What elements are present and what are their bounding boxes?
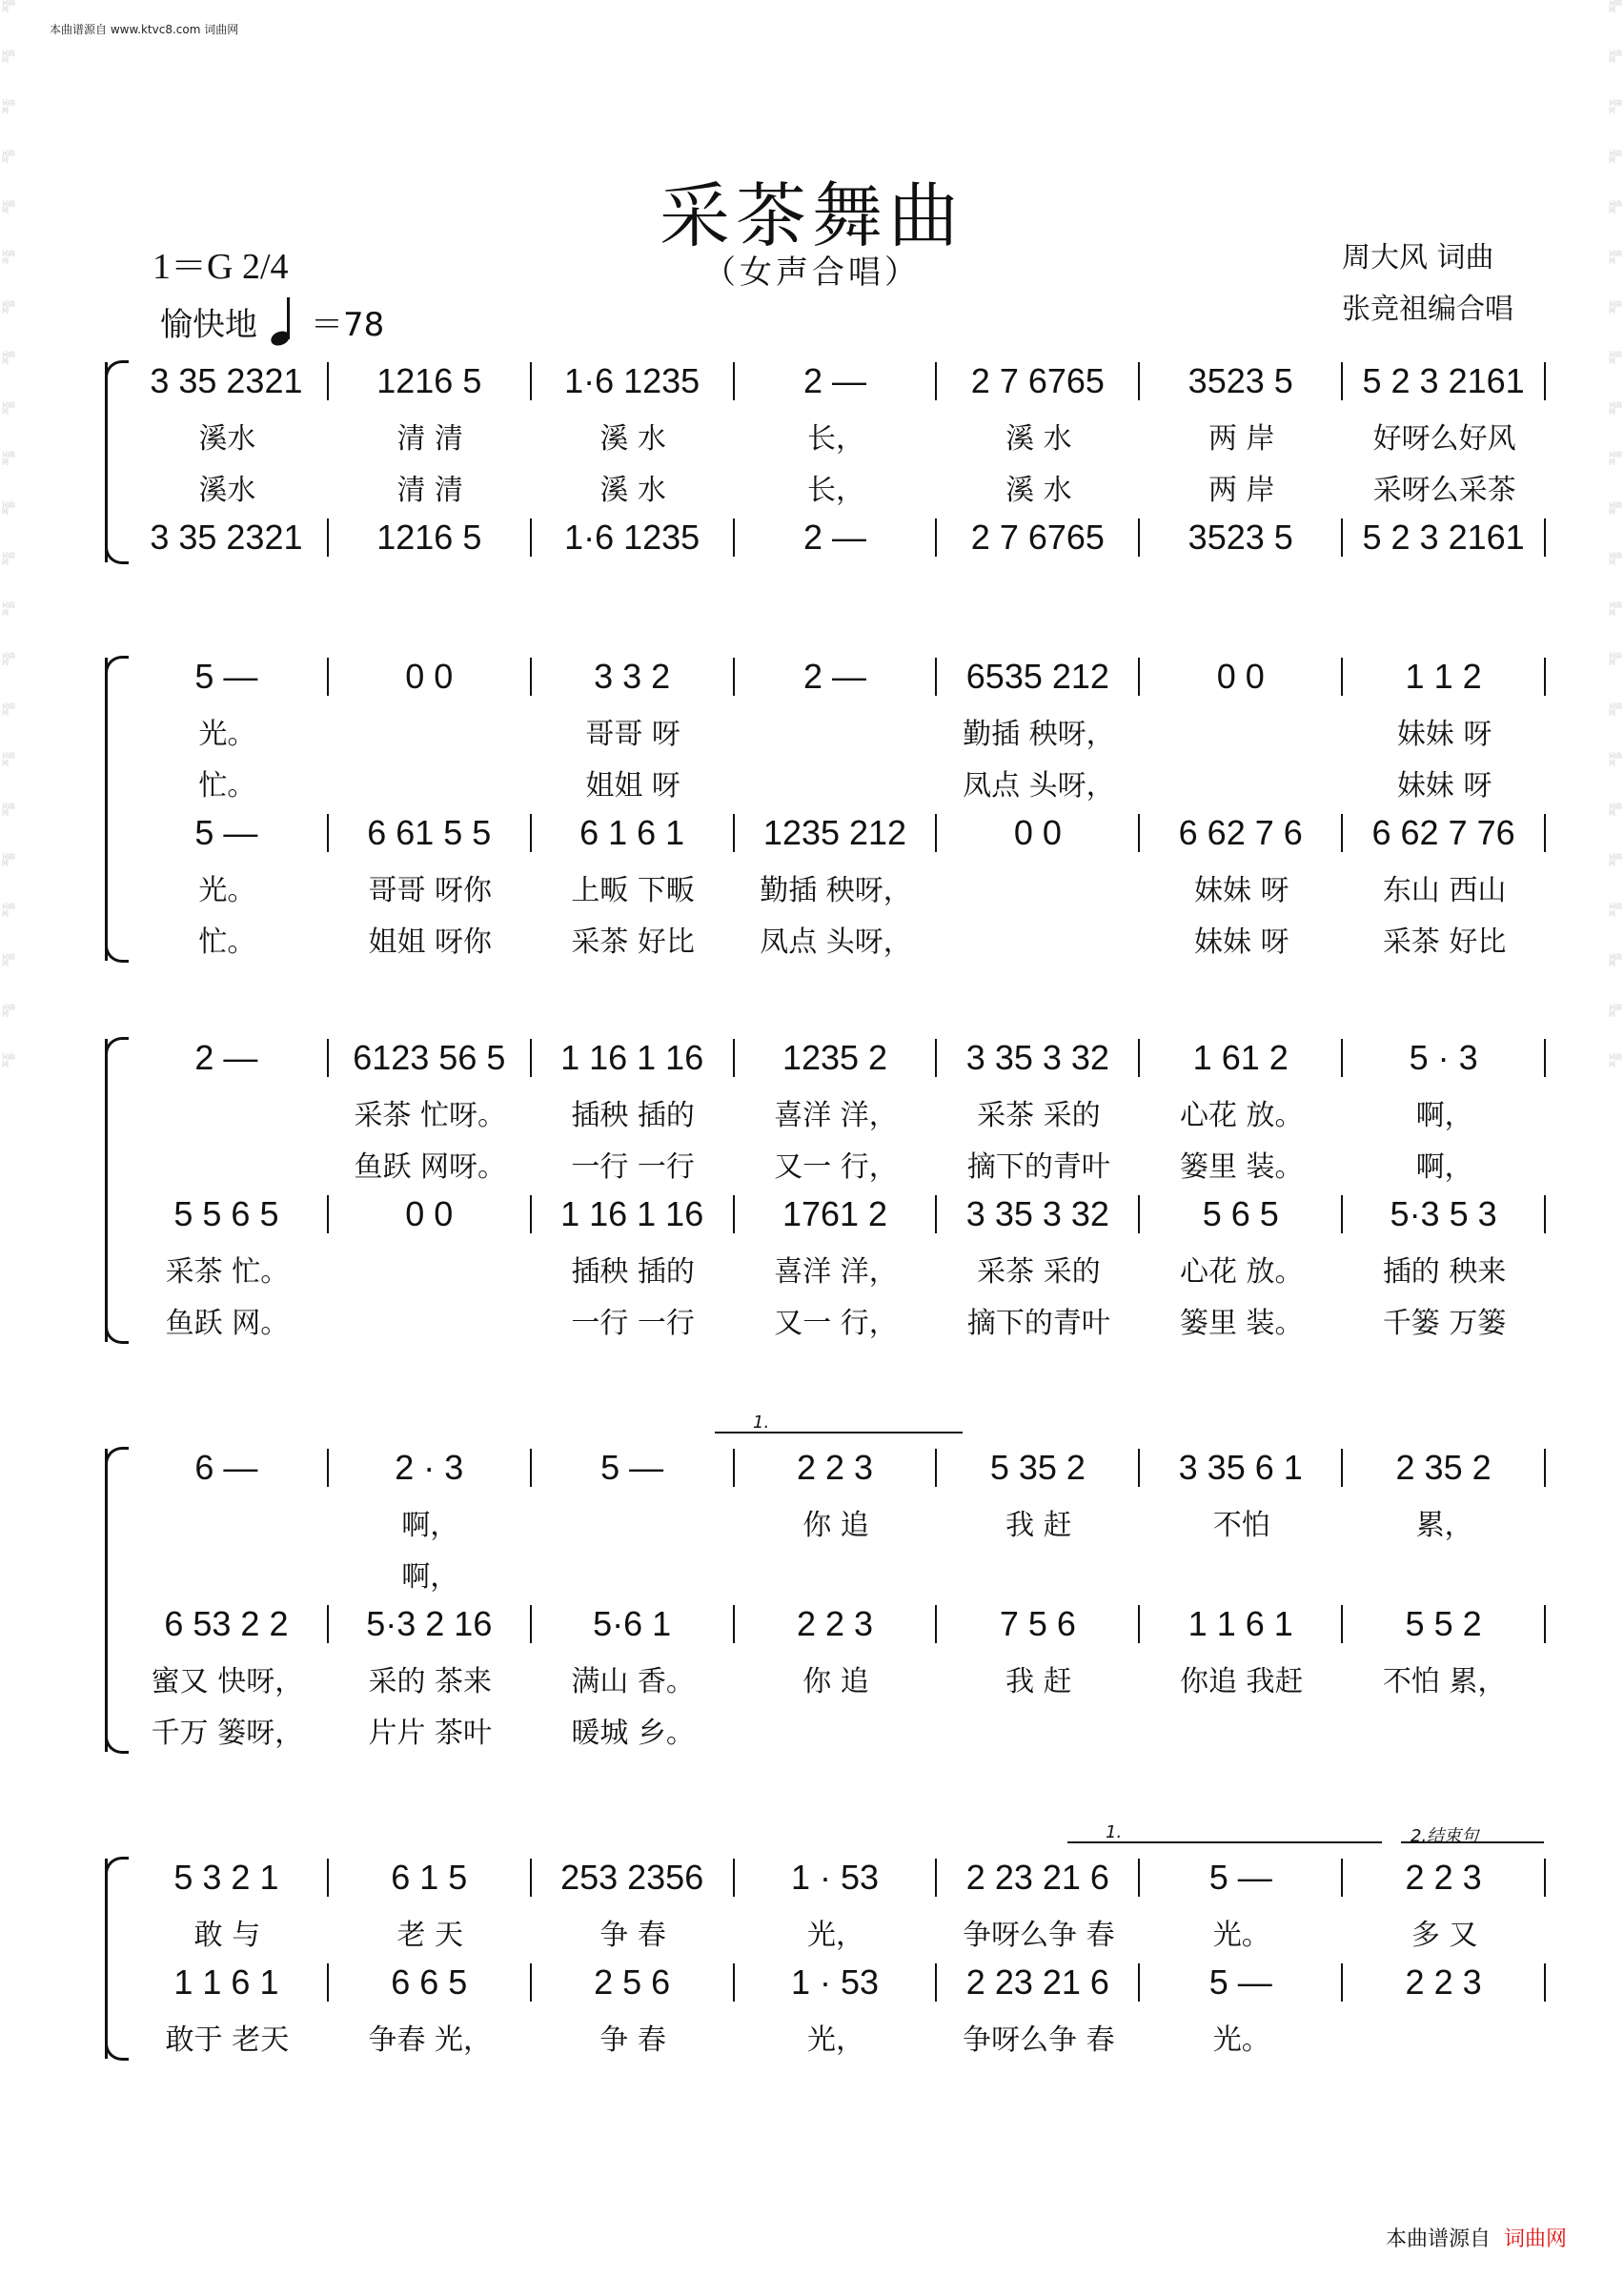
watermark-glyph: 词曲网: [1609, 250, 1622, 265]
measure: 2 —: [735, 518, 938, 557]
watermark-glyph: 词曲网: [1609, 903, 1622, 918]
lyric-row: [126, 1554, 1546, 1594]
watermark-glyph: 词曲网: [2, 199, 15, 215]
lyric-measure: [1140, 1554, 1343, 1594]
volta-bracket-1: [715, 1413, 963, 1454]
lyric-measure: 光。: [198, 874, 256, 907]
notation-row: [126, 1195, 1546, 1233]
lyric-measure: 哥哥 呀你: [368, 874, 493, 907]
lyric-measure: 采的 茶来: [368, 1665, 493, 1698]
lyric-measure: 好呀么好风: [1372, 422, 1516, 456]
measure: 1235 2: [735, 1039, 938, 1077]
lyric-measure: [1343, 1710, 1546, 1750]
system-bracket: [105, 1449, 125, 1752]
measure: 1·6 1235: [532, 362, 735, 400]
lyric-measure: 争呀么争 春: [963, 1919, 1115, 1952]
header-source: 本曲谱源自 www.ktvc8.com 词曲网: [50, 23, 239, 36]
lyric-measure: 老 天: [396, 1919, 464, 1952]
lyric-measure: 鱼跃 网。: [165, 1307, 290, 1340]
lyric-measure: 光。: [1212, 2023, 1270, 2057]
lyric-measure: 啊，: [1415, 1099, 1473, 1132]
measure: 0 0: [1140, 658, 1343, 696]
measure: 1 · 53: [735, 1859, 938, 1897]
measure: 3523 5: [1140, 518, 1343, 557]
measure: 6 1 6 1: [532, 814, 735, 852]
lyric-measure: 满山 香。: [571, 1665, 695, 1698]
lyric-measure: 妹妹 呀: [1193, 874, 1289, 907]
notation-row: [126, 814, 1546, 852]
lyric-measure: 姐姐 呀: [585, 769, 680, 803]
lyric-measure: 片片 茶叶: [368, 1717, 493, 1750]
measure: 5 —: [1140, 1859, 1343, 1897]
watermark-glyph: 词曲网: [1609, 852, 1622, 868]
measure: 2 7 6765: [937, 518, 1140, 557]
credit-arranger: 张竞祖编合唱: [1342, 293, 1513, 326]
lyric-measure: [329, 1300, 532, 1340]
lyric-measure: 千篓 万篓: [1382, 1307, 1507, 1340]
lyric-measure: [1140, 762, 1343, 803]
system-bracket: [105, 1859, 125, 2059]
measure: 2 5 6: [532, 1963, 735, 2002]
lyric-measure: 争春 光，: [368, 2023, 493, 2057]
watermark-glyph: 词曲网: [1609, 350, 1622, 366]
lyric-measure: 多 又: [1411, 1919, 1478, 1952]
lyric-measure: 姐姐 呀你: [368, 925, 493, 959]
lyric-measure: 勤插 秧呀，: [760, 874, 912, 907]
measure: 2 35 2: [1343, 1449, 1546, 1487]
watermark-glyph: 词曲网: [2, 953, 15, 968]
lyric-measure: 光。: [1212, 1919, 1270, 1952]
measure: 2 23 21 6: [937, 1963, 1140, 2002]
lyric-row: [126, 467, 1546, 507]
lyric-measure: [126, 1502, 329, 1542]
lyric-measure: [126, 1144, 329, 1184]
lyric-measure: 溪 水: [1005, 422, 1072, 456]
measure: 5 3 2 1: [126, 1859, 329, 1897]
lyric-measure: 长，: [807, 422, 864, 456]
tempo-marking: [160, 297, 384, 345]
system-bracket: [105, 362, 125, 562]
footer: [1386, 2223, 1567, 2252]
measure: 6 62 7 76: [1343, 814, 1546, 852]
measure: 5 2 3 2161: [1343, 362, 1546, 400]
lyric-measure: [937, 1554, 1140, 1594]
lyric-measure: 暖城 乡。: [571, 1717, 695, 1750]
lyric-measure: 我 赶: [1005, 1509, 1072, 1542]
lyric-measure: 清 清: [396, 474, 464, 507]
lyric-measure: [126, 1554, 329, 1594]
watermark-glyph: 词曲网: [1609, 803, 1622, 818]
measure: 253 2356: [532, 1859, 735, 1897]
measure: 1 1 6 1: [126, 1963, 329, 2002]
measure: 3 35 2321: [126, 518, 329, 557]
notation-row: [126, 1449, 1546, 1487]
measure: 6 —: [126, 1449, 329, 1487]
watermark-glyph: 词曲网: [2, 350, 15, 366]
measure: 3523 5: [1140, 362, 1343, 400]
measure: 5 6 5: [1140, 1195, 1343, 1233]
lyric-measure: 采茶 好比: [571, 925, 695, 959]
measure: 5·3 5 3: [1343, 1195, 1546, 1233]
measure: 5 —: [532, 1449, 735, 1487]
lyric-measure: [532, 1502, 735, 1542]
lyric-measure: [532, 1554, 735, 1594]
lyric-measure: 篓里 装。: [1179, 1150, 1304, 1184]
measure: 3 35 2321: [126, 362, 329, 400]
measure: 2 7 6765: [937, 362, 1140, 400]
side-watermark-right: [1609, 0, 1622, 2277]
lyric-measure: 溪水: [198, 474, 256, 507]
measure: 5 —: [126, 658, 329, 696]
lyric-row: [126, 762, 1546, 803]
lyric-measure: 千万 篓呀，: [151, 1717, 304, 1750]
lyric-measure: 勤插 秧呀，: [963, 718, 1115, 751]
lyric-measure: 溪 水: [1005, 474, 1072, 507]
footer-brand: 词曲网: [1503, 2227, 1567, 2251]
lyric-row: [126, 711, 1546, 751]
lyric-measure: 鱼跃 网呀。: [354, 1150, 507, 1184]
watermark-glyph: 词曲网: [1609, 1053, 1622, 1068]
measure: 5·3 2 16: [329, 1605, 532, 1643]
lyric-measure: 清 清: [396, 422, 464, 456]
measure: 5 · 3: [1343, 1039, 1546, 1077]
measure: 1 1 6 1: [1140, 1605, 1343, 1643]
lyric-measure: [937, 919, 1140, 959]
measure: 2 2 3: [735, 1449, 938, 1487]
lyric-measure: 妹妹 呀: [1193, 925, 1289, 959]
watermark-glyph: 词曲网: [2, 551, 15, 566]
song-subtitle: （女声合唱）: [703, 254, 921, 292]
system-bracket: [105, 1039, 125, 1342]
measure: 0 0: [937, 814, 1140, 852]
measure: 5·6 1: [532, 1605, 735, 1643]
lyric-measure: 心花 放。: [1179, 1255, 1304, 1289]
lyric-measure: 两 岸: [1208, 474, 1275, 507]
lyric-measure: 敢 与: [193, 1919, 261, 1952]
notation-row: [126, 1963, 1546, 2002]
watermark-glyph: 词曲网: [2, 49, 15, 65]
lyric-measure: 争 春: [599, 1919, 666, 1952]
volta-bracket-2: [1401, 1826, 1544, 1864]
tempo-text: 愉快地: [160, 305, 257, 344]
lyric-measure: 采茶 忙呀。: [354, 1099, 507, 1132]
measure: 5 2 3 2161: [1343, 518, 1546, 557]
credit-composer: 周大风 词曲: [1342, 241, 1494, 274]
watermark-glyph: 词曲网: [1609, 0, 1622, 14]
measure: 3 3 2: [532, 658, 735, 696]
notation-row: [126, 1039, 1546, 1077]
measure: 3 35 3 32: [937, 1039, 1140, 1077]
lyric-measure: 喜洋 洋，: [774, 1255, 898, 1289]
lyric-measure: [1140, 711, 1343, 751]
volta-bracket-1: [1067, 1822, 1382, 1864]
watermark-glyph: 词曲网: [1609, 953, 1622, 968]
notation-row: [126, 1859, 1546, 1897]
lyric-row: [126, 867, 1546, 907]
lyric-measure: 插秧 插的: [571, 1255, 695, 1289]
watermark-glyph: 词曲网: [2, 0, 15, 14]
credits: [1342, 233, 1513, 335]
lyric-measure: 光。: [198, 718, 256, 751]
volta-label-1: 1.: [1106, 1822, 1123, 1842]
watermark-glyph: 词曲网: [2, 1003, 15, 1019]
measure: 2 —: [735, 658, 938, 696]
lyric-measure: 插秧 插的: [571, 1099, 695, 1132]
lyric-measure: [937, 1710, 1140, 1750]
measure: 6123 56 5: [329, 1039, 532, 1077]
measure: 1 · 53: [735, 1963, 938, 2002]
watermark-glyph: 词曲网: [2, 601, 15, 617]
lyric-measure: 又一 行，: [774, 1307, 898, 1340]
watermark-glyph: 词曲网: [1609, 500, 1622, 517]
watermark-glyph: 词曲网: [2, 1053, 15, 1068]
watermark-glyph: 词曲网: [2, 903, 15, 918]
lyric-measure: 采茶 好比: [1382, 925, 1507, 959]
measure: 1·6 1235: [532, 518, 735, 557]
lyric-measure: 光，: [807, 1919, 864, 1952]
measure: 6 53 2 2: [126, 1605, 329, 1643]
watermark-glyph: 词曲网: [2, 752, 15, 767]
watermark-glyph: 词曲网: [2, 300, 15, 315]
measure: 6535 212: [937, 658, 1140, 696]
notation-row: [126, 1605, 1546, 1643]
lyric-measure: [735, 1710, 938, 1750]
lyric-measure: 上畈 下畈: [571, 874, 695, 907]
watermark-glyph: 词曲网: [2, 701, 15, 717]
lyric-measure: 啊，: [401, 1509, 459, 1542]
lyric-measure: 凤点 头呀，: [963, 769, 1115, 803]
lyric-measure: 采茶 采的: [977, 1255, 1101, 1289]
watermark-glyph: 词曲网: [2, 99, 15, 114]
measure: 5 —: [1140, 1963, 1343, 2002]
watermark-glyph: 词曲网: [2, 451, 15, 466]
measure: 1 61 2: [1140, 1039, 1343, 1077]
song-title: 采茶舞曲: [660, 175, 964, 257]
lyric-measure: 采茶 采的: [977, 1099, 1101, 1132]
measure: 1 16 1 16: [532, 1039, 735, 1077]
side-watermark-left: [2, 0, 15, 2277]
measure: 6 61 5 5: [329, 814, 532, 852]
lyric-row: [126, 1249, 1546, 1289]
lyric-measure: [735, 1554, 938, 1594]
measure: 1216 5: [329, 362, 532, 400]
measure: 0 0: [329, 1195, 532, 1233]
measure: 2 2 3: [1343, 1859, 1546, 1897]
lyric-measure: 篓里 装。: [1179, 1307, 1304, 1340]
lyric-row: [126, 2017, 1546, 2057]
watermark-glyph: 词曲网: [1609, 400, 1622, 416]
measure: 1235 212: [735, 814, 938, 852]
lyric-measure: [1343, 1554, 1546, 1594]
lyric-row: [126, 1658, 1546, 1698]
measure: 1 16 1 16: [532, 1195, 735, 1233]
lyric-measure: [329, 762, 532, 803]
measure: 3 35 3 32: [937, 1195, 1140, 1233]
watermark-glyph: 词曲网: [2, 400, 15, 416]
measure: 2 · 3: [329, 1449, 532, 1487]
lyric-measure: [329, 711, 532, 751]
measure: 7 5 6: [937, 1605, 1140, 1643]
volta-label-1: 1.: [753, 1413, 770, 1433]
lyric-measure: 不怕: [1212, 1509, 1270, 1542]
watermark-glyph: 词曲网: [1609, 300, 1622, 315]
lyric-measure: 你 追: [802, 1509, 869, 1542]
lyric-measure: 敢于 老天: [165, 2023, 290, 2057]
lyric-measure: 妹妹 呀: [1396, 769, 1492, 803]
lyric-measure: 我 赶: [1005, 1665, 1072, 1698]
system-bracket: [105, 658, 125, 961]
watermark-glyph: 词曲网: [1609, 551, 1622, 566]
watermark-glyph: 词曲网: [1609, 199, 1622, 215]
lyric-measure: 插的 秧来: [1382, 1255, 1507, 1289]
lyric-measure: 采呀么采茶: [1372, 474, 1516, 507]
lyric-measure: 你 追: [802, 1665, 869, 1698]
lyric-measure: 溪 水: [599, 474, 666, 507]
measure: 2 2 3: [735, 1605, 938, 1643]
lyric-measure: 一行 一行: [571, 1307, 695, 1340]
lyric-measure: 两 岸: [1208, 422, 1275, 456]
lyric-row: [126, 1502, 1546, 1542]
watermark-glyph: 词曲网: [1609, 701, 1622, 717]
watermark-glyph: 词曲网: [1609, 451, 1622, 466]
watermark-glyph: 词曲网: [1609, 1003, 1622, 1019]
watermark-glyph: 词曲网: [1609, 49, 1622, 65]
lyric-measure: 喜洋 洋，: [774, 1099, 898, 1132]
lyric-measure: [1343, 2017, 1546, 2057]
measure: 2 —: [126, 1039, 329, 1077]
lyric-row: [126, 1144, 1546, 1184]
lyric-measure: 啊，: [1415, 1150, 1473, 1184]
lyric-row: [126, 919, 1546, 959]
lyric-measure: [329, 1249, 532, 1289]
lyric-measure: 溪 水: [599, 422, 666, 456]
lyric-measure: 争 春: [599, 2023, 666, 2057]
watermark-glyph: 词曲网: [2, 250, 15, 265]
lyric-measure: 忙。: [198, 925, 256, 959]
watermark-glyph: 词曲网: [1609, 150, 1622, 165]
lyric-measure: [1140, 1710, 1343, 1750]
watermark-glyph: 词曲网: [1609, 99, 1622, 114]
measure: 1 1 2: [1343, 658, 1546, 696]
lyric-measure: [735, 711, 938, 751]
lyric-row: [126, 1710, 1546, 1750]
lyric-measure: 采茶 忙。: [165, 1255, 290, 1289]
measure: 2 —: [735, 362, 938, 400]
notation-row: [126, 518, 1546, 557]
watermark-glyph: 词曲网: [2, 852, 15, 868]
measure: 5 5 6 5: [126, 1195, 329, 1233]
notation-row: [126, 658, 1546, 696]
watermark-glyph: 词曲网: [1609, 651, 1622, 667]
lyric-measure: 东山 西山: [1382, 874, 1507, 907]
tempo-bpm: ＝78: [311, 305, 385, 344]
lyric-measure: [735, 762, 938, 803]
lyric-row: [126, 1912, 1546, 1952]
lyric-measure: 心花 放。: [1179, 1099, 1304, 1132]
watermark-glyph: 词曲网: [2, 500, 15, 517]
measure: 6 62 7 6: [1140, 814, 1343, 852]
lyric-measure: 又一 行，: [774, 1150, 898, 1184]
key-meter: 1＝G 2/4: [152, 247, 289, 287]
watermark-glyph: 词曲网: [1609, 601, 1622, 617]
measure: 5 5 2: [1343, 1605, 1546, 1643]
lyric-measure: 哥哥 呀: [585, 718, 680, 751]
measure: 2 2 3: [1343, 1963, 1546, 2002]
lyric-measure: 不怕 累，: [1382, 1665, 1507, 1698]
footer-source: 本曲谱源自: [1385, 2227, 1491, 2251]
lyric-measure: 忙。: [198, 769, 256, 803]
measure: 1216 5: [329, 518, 532, 557]
lyric-measure: [937, 867, 1140, 907]
lyric-measure: [126, 1092, 329, 1132]
measure: 5 35 2: [937, 1449, 1140, 1487]
watermark-glyph: 词曲网: [2, 803, 15, 818]
lyric-measure: 长，: [807, 474, 864, 507]
lyric-measure: 溪水: [198, 422, 256, 456]
lyric-measure: 妹妹 呀: [1396, 718, 1492, 751]
lyric-measure: 摘下的青叶: [966, 1150, 1110, 1184]
measure: 6 1 5: [329, 1859, 532, 1897]
measure: 0 0: [329, 658, 532, 696]
measure: 1761 2: [735, 1195, 938, 1233]
lyric-row: [126, 1300, 1546, 1340]
notation-row: [126, 362, 1546, 400]
lyric-measure: 你追 我赶: [1179, 1665, 1304, 1698]
quarter-note-icon: [271, 297, 297, 345]
watermark-glyph: 词曲网: [2, 651, 15, 667]
measure: 2 23 21 6: [937, 1859, 1140, 1897]
lyric-measure: 累，: [1415, 1509, 1473, 1542]
watermark-glyph: 词曲网: [1609, 752, 1622, 767]
lyric-measure: 光，: [807, 2023, 864, 2057]
measure: 5 —: [126, 814, 329, 852]
lyric-measure: 摘下的青叶: [966, 1307, 1110, 1340]
lyric-measure: 一行 一行: [571, 1150, 695, 1184]
lyric-measure: 啊，: [401, 1560, 459, 1594]
measure: 6 6 5: [329, 1963, 532, 2002]
volta-label-2: 2.结束句: [1411, 1826, 1479, 1846]
lyric-measure: 争呀么争 春: [963, 2023, 1115, 2057]
lyric-measure: 蜜又 快呀，: [151, 1665, 304, 1698]
watermark-glyph: 词曲网: [2, 150, 15, 165]
lyric-row: [126, 1092, 1546, 1132]
lyric-measure: 凤点 头呀，: [760, 925, 912, 959]
lyric-row: [126, 416, 1546, 456]
measure: 3 35 6 1: [1140, 1449, 1343, 1487]
